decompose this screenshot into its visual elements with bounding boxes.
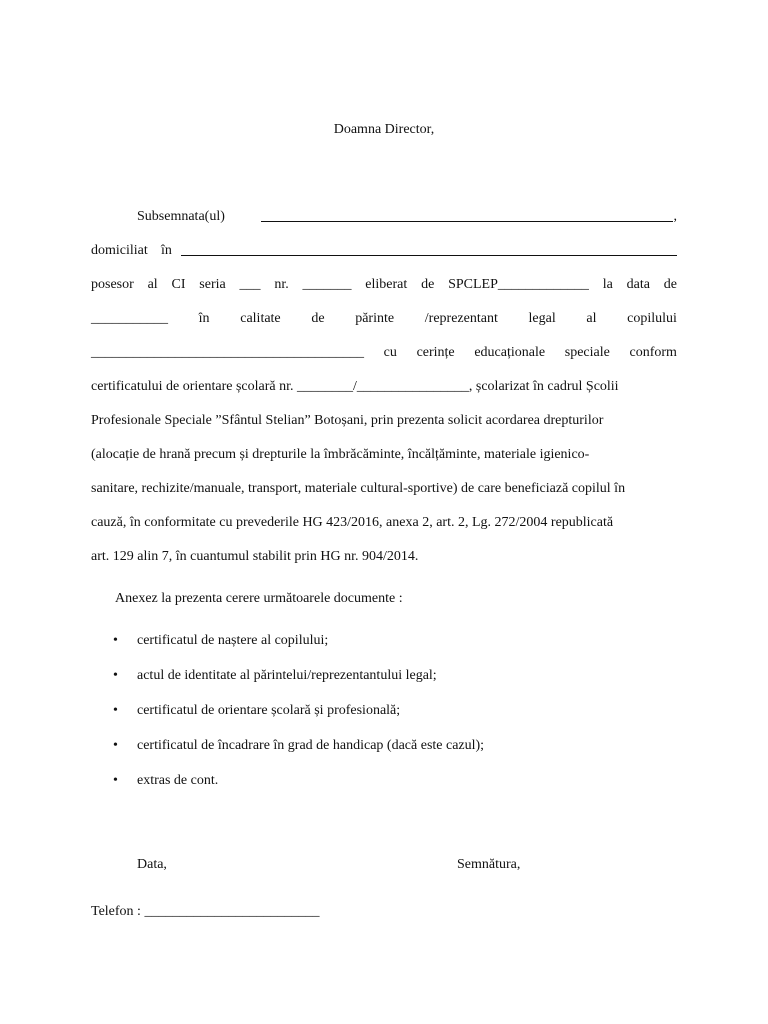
phone-line <box>91 903 319 921</box>
annex-text: extras de cont. <box>137 773 219 788</box>
annex-text: certificatul de încadrare în grad de handicap (dacă este cazul); <box>137 738 485 753</box>
bullet-icon: • <box>113 668 118 683</box>
word: ___ <box>239 277 261 292</box>
word: părinte <box>355 311 395 326</box>
word: _______________________________________ <box>91 345 364 360</box>
word: cerințe <box>416 345 455 360</box>
body-line-8: (alocație de hrană precum și drepturile la îmbrăcăminte, încălțăminte, materiale igienico- <box>91 447 590 462</box>
word: conform <box>629 345 677 360</box>
word: _______ <box>302 277 352 292</box>
word: speciale <box>564 345 610 360</box>
word: al <box>586 311 597 326</box>
body-line-10: cauză, în conformitate cu prevederile HG 423/2016, anexa 2, art. 2, Lg. 272/2004 republicată <box>91 515 614 530</box>
date-label: Data, <box>137 857 167 872</box>
word: posesor <box>91 277 134 292</box>
annex-item <box>113 667 437 685</box>
body-line-9: sanitare, rechizite/manuale, transport, materiale cultural-sportive) de care beneficiază copilul în <box>91 481 626 496</box>
body-line-3 <box>91 276 677 294</box>
bullet-icon: • <box>113 738 118 753</box>
word: cu <box>383 345 397 360</box>
body-line-5 <box>91 344 677 362</box>
word: al <box>147 277 158 292</box>
body-line-11: art. 129 alin 7, în cuantumul stabilit prin HG nr. 904/2014. <box>91 549 419 564</box>
body-line-4 <box>91 310 677 328</box>
word: în <box>198 311 210 326</box>
word: de <box>421 277 435 292</box>
annex-item <box>113 772 218 790</box>
annex-text: actul de identitate al părintelui/reprezentantului legal; <box>137 668 437 683</box>
word: educaționale <box>474 345 546 360</box>
body-line-2 <box>91 242 677 260</box>
domicile-blank <box>181 242 677 256</box>
word: de <box>311 311 325 326</box>
annex-item <box>113 702 400 720</box>
annex-text: certificatul de naștere al copilului; <box>137 633 329 648</box>
phone-label: Telefon : <box>91 904 141 919</box>
word: SPCLEP_____________ <box>448 277 589 292</box>
name-line-end: , <box>673 209 677 224</box>
annex-intro: Anexez la prezenta cerere următoarele documente : <box>115 591 403 606</box>
annex-item <box>113 737 484 755</box>
word: de <box>663 277 677 292</box>
body-line-1 <box>91 208 677 226</box>
word: calitate <box>240 311 281 326</box>
word: ___________ <box>91 311 168 326</box>
word: seria <box>199 277 226 292</box>
word: /reprezentant <box>424 311 498 326</box>
word: copilului <box>627 311 677 326</box>
annex-text: certificatul de orientare școlară și profesională; <box>137 703 401 718</box>
word: la <box>602 277 613 292</box>
word: data <box>626 277 650 292</box>
signature-label: Semnătura, <box>457 857 521 872</box>
bullet-icon: • <box>113 773 118 788</box>
word: nr. <box>274 277 289 292</box>
bullet-icon: • <box>113 703 118 718</box>
word: legal <box>528 311 556 326</box>
word: eliberat <box>365 277 408 292</box>
body-line-7: Profesionale Speciale ”Sfântul Stelian” Botoșani, prin prezenta solicit acordarea drepturilor <box>91 413 604 428</box>
domicile-label: domiciliat <box>91 243 148 258</box>
document-title: Doamna Director, <box>333 122 435 137</box>
domicile-label-in: în <box>161 243 172 258</box>
name-blank <box>261 208 673 222</box>
body-line-6: certificatului de orientare școlară nr. ________/________________, școlarizat în cadrul Școlii <box>91 379 619 394</box>
phone-blank: _________________________ <box>144 904 320 919</box>
name-label: Subsemnata(ul) <box>137 209 225 224</box>
annex-item <box>113 632 328 650</box>
bullet-icon: • <box>113 633 118 648</box>
word: CI <box>171 277 186 292</box>
